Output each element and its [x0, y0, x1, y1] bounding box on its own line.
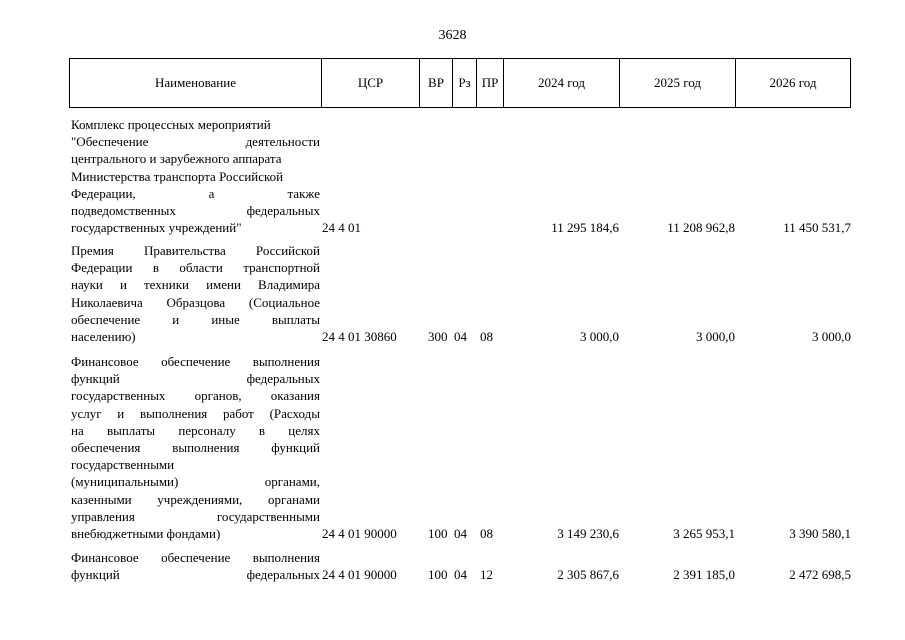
row-csr: 24 4 01 90000: [322, 567, 397, 582]
row-name: Финансовое обеспечение выполнения функций федеральных государственных органов, оказания услуг и выполнения работ (Расходы на выплаты персоналу в целях обеспечения выполнения функций государственными (муниципальными) органами, казенными учреждениями, органами управления государственными внебюджетными фондами): [71, 354, 320, 542]
row-2026: 11 450 531,7: [783, 220, 851, 235]
row-2025: 3 000,0: [696, 329, 735, 344]
header-name: Наименование: [70, 59, 322, 107]
row-name: Премия Правительства Российской Федерации в области транспортной науки и техники имени Владимира Николаевича Образцова (Социальное обеспечение и иные выплаты населению): [71, 243, 320, 345]
row-vr: 300: [428, 329, 448, 344]
row-vr: 100: [428, 526, 448, 541]
table-row: [69, 549, 851, 589]
header-2026: 2026 год: [769, 75, 817, 90]
table-row: [69, 353, 851, 545]
row-vr: 100: [428, 567, 448, 582]
row-csr: 24 4 01 90000: [322, 526, 397, 541]
row-2024: 3 000,0: [580, 329, 619, 344]
header-2024: 2024 год: [504, 59, 620, 107]
row-name: Комплекс процессных мероприятий "Обеспечение деятельности центрального и зарубежного аппарата Министерства транспорта Российской Федерации, а также подведомственных федеральных государственных учреждений": [71, 117, 320, 236]
row-rz: 04: [454, 526, 467, 541]
row-rz: 04: [454, 329, 467, 344]
row-rz: 04: [454, 567, 467, 582]
row-2025: 2 391 185,0: [673, 567, 735, 582]
table-row: [69, 242, 851, 348]
row-2025: 3 265 953,1: [673, 526, 735, 541]
row-2026: 2 472 698,5: [789, 567, 851, 582]
row-2026: 3 390 580,1: [789, 526, 851, 541]
row-pr: 12: [480, 567, 493, 582]
row-name: Финансовое обеспечение выполнения функций федеральных: [71, 550, 320, 583]
row-csr: 24 4 01: [322, 220, 361, 235]
row-2026: 3 000,0: [812, 329, 851, 344]
table-header: [69, 58, 851, 108]
row-2025: 11 208 962,8: [667, 220, 735, 235]
row-pr: 08: [480, 329, 493, 344]
row-2024: 11 295 184,6: [551, 220, 619, 235]
header-pr: ПР: [477, 59, 504, 107]
row-pr: 08: [480, 526, 493, 541]
page-number: 3628: [438, 28, 467, 43]
header-2025: 2025 год: [620, 59, 736, 107]
row-2024: 3 149 230,6: [557, 526, 619, 541]
table-row: [69, 116, 851, 240]
header-vr: ВР: [420, 59, 453, 107]
header-rz: Рз: [453, 59, 477, 107]
row-2024: 2 305 867,6: [557, 567, 619, 582]
row-csr: 24 4 01 30860: [322, 329, 397, 344]
header-csr: ЦСР: [322, 59, 420, 107]
